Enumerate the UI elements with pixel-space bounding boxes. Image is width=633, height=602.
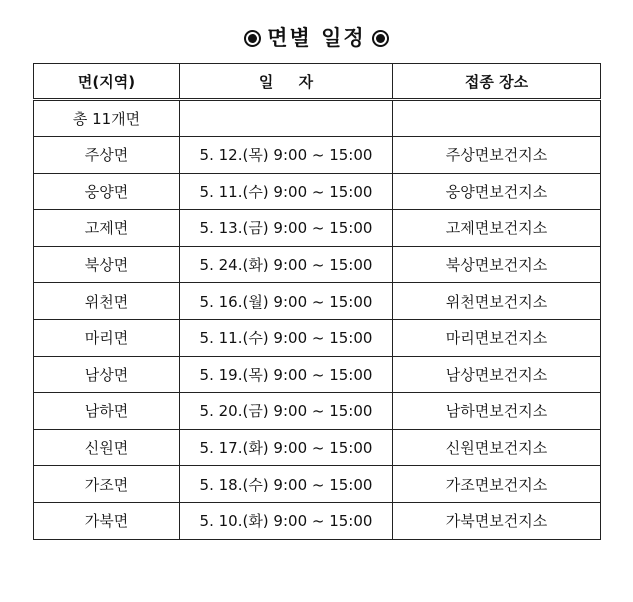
table-row <box>34 210 601 247</box>
cell-area: 주상면 <box>34 137 180 174</box>
table-row <box>34 466 601 503</box>
header-area: 면(지역) <box>34 64 180 100</box>
cell-place: 위천면보건지소 <box>393 283 601 320</box>
table-header-row <box>34 64 601 100</box>
cell-area: 남상면 <box>34 356 180 393</box>
table-row <box>34 393 601 430</box>
cell-area: 신원면 <box>34 429 180 466</box>
cell-area: 가북면 <box>34 502 180 539</box>
total-place-empty <box>393 100 601 137</box>
cell-place: 가북면보건지소 <box>393 502 601 539</box>
cell-area: 남하면 <box>34 393 180 430</box>
cell-area: 마리면 <box>34 319 180 356</box>
cell-date: 5. 20.(금) 9:00 ~ 15:00 <box>180 393 393 430</box>
table-row <box>34 429 601 466</box>
cell-date: 5. 10.(화) 9:00 ~ 15:00 <box>180 502 393 539</box>
title-text: 면별 일정 <box>267 26 366 50</box>
cell-date: 5. 24.(화) 9:00 ~ 15:00 <box>180 246 393 283</box>
header-place: 접종 장소 <box>393 64 601 100</box>
cell-place: 고제면보건지소 <box>393 210 601 247</box>
cell-place: 가조면보건지소 <box>393 466 601 503</box>
cell-area: 가조면 <box>34 466 180 503</box>
table-row <box>34 502 601 539</box>
cell-place: 마리면보건지소 <box>393 319 601 356</box>
table-row <box>34 319 601 356</box>
total-row <box>34 100 601 137</box>
table-row <box>34 137 601 174</box>
bullet-circle-icon <box>244 30 261 47</box>
cell-place: 신원면보건지소 <box>393 429 601 466</box>
table-row <box>34 356 601 393</box>
cell-place: 남하면보건지소 <box>393 393 601 430</box>
table-row <box>34 173 601 210</box>
schedule-table <box>33 63 601 540</box>
cell-date: 5. 12.(목) 9:00 ~ 15:00 <box>180 137 393 174</box>
table-row <box>34 283 601 320</box>
cell-place: 주상면보건지소 <box>393 137 601 174</box>
cell-date: 5. 11.(수) 9:00 ~ 15:00 <box>180 319 393 356</box>
cell-date: 5. 13.(금) 9:00 ~ 15:00 <box>180 210 393 247</box>
cell-date: 5. 19.(목) 9:00 ~ 15:00 <box>180 356 393 393</box>
cell-place: 북상면보건지소 <box>393 246 601 283</box>
cell-date: 5. 18.(수) 9:00 ~ 15:00 <box>180 466 393 503</box>
cell-date: 5. 17.(화) 9:00 ~ 15:00 <box>180 429 393 466</box>
cell-date: 5. 11.(수) 9:00 ~ 15:00 <box>180 173 393 210</box>
table-row <box>34 246 601 283</box>
bullet-circle-icon <box>372 30 389 47</box>
cell-area: 고제면 <box>34 210 180 247</box>
total-label: 총 11개면 <box>34 100 180 137</box>
cell-area: 웅양면 <box>34 173 180 210</box>
page-title <box>0 22 633 52</box>
cell-place: 남상면보건지소 <box>393 356 601 393</box>
cell-area: 위천면 <box>34 283 180 320</box>
total-date-empty <box>180 100 393 137</box>
cell-date: 5. 16.(월) 9:00 ~ 15:00 <box>180 283 393 320</box>
cell-area: 북상면 <box>34 246 180 283</box>
cell-place: 웅양면보건지소 <box>393 173 601 210</box>
header-date: 일 자 <box>180 64 393 100</box>
